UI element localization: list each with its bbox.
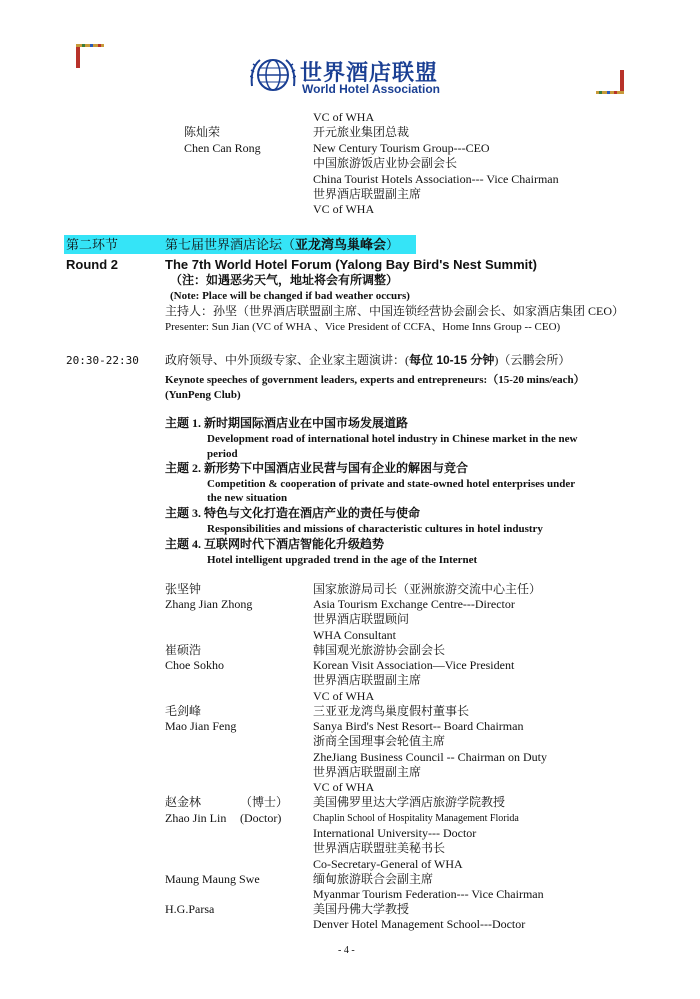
speaker-line: VC of WHA <box>313 689 375 703</box>
round-host-cn: 主持人：孙坚（世界酒店联盟副主席、中国连锁经营协会副会长、如家酒店集团 CEO） <box>165 304 625 318</box>
speaker-name-en: Zhang Jian Zhong <box>165 597 253 611</box>
speaker-name-cn: 赵金林 <box>165 795 202 809</box>
speaker-line: 国家旅游局司长（亚洲旅游交流中心主任） <box>313 582 542 596</box>
logo-chinese-text: 世界酒店联盟 <box>300 61 439 86</box>
theme-2-cn: 主题 2. 新形势下中国酒店业民营与国有企业的解困与竞合 <box>165 461 469 475</box>
corner-ornament-right-icon <box>596 70 626 96</box>
top-speaker-name-en: Chen Can Rong <box>184 141 261 155</box>
theme-3-cn: 主题 3. 特色与文化打造在酒店产业的责任与使命 <box>165 506 421 520</box>
speaker-line: 美国丹佛大学教授 <box>313 902 410 916</box>
round-title-cn-a: 第七届世界酒店论坛（ <box>165 237 296 252</box>
top-line: 开元旅业集团总裁 <box>313 125 410 139</box>
speaker-line: ZheJiang Business Council -- Chairman on Duty <box>313 750 547 764</box>
theme-1-en: Development road of international hotel industry in Chinese market in the new <box>207 433 578 445</box>
theme-4-en: Hotel intelligent upgraded trend in the age of the Internet <box>207 554 478 566</box>
top-line: 世界酒店联盟副主席 <box>313 187 422 201</box>
speaker-line: 缅甸旅游联合会副主席 <box>313 872 434 886</box>
speaker-name-en: Maung Maung Swe <box>165 872 260 886</box>
speaker-line: 世界酒店联盟副主席 <box>313 673 422 687</box>
speaker-name-en: Choe Sokho <box>165 658 225 672</box>
top-line: VC of WHA <box>313 202 375 216</box>
session-title-cn-c: )（云鹏会所） <box>494 353 571 367</box>
speaker-line: 世界酒店联盟顾问 <box>313 612 410 626</box>
theme-1-cn: 主题 1. 新时期国际酒店业在中国市场发展道路 <box>165 416 409 430</box>
speaker-line: Chaplin School of Hospitality Management Florida <box>313 813 519 824</box>
round-title-cn-c: ） <box>386 237 400 252</box>
speaker-name-cn: 张坚钟 <box>165 582 202 596</box>
speaker-name-en: H.G.Parsa <box>165 902 215 916</box>
top-speaker-name-cn: 陈灿荣 <box>184 125 221 139</box>
speaker-line: 世界酒店联盟驻美秘书长 <box>313 841 446 855</box>
speaker-line: VC of WHA <box>313 780 375 794</box>
theme-3-en: Responsibilities and missions of characteristic cultures in hotel industry <box>207 523 543 535</box>
theme-4-cn: 主题 4. 互联网时代下酒店智能化升级趋势 <box>165 537 385 551</box>
speaker-line: 韩国观光旅游协会副会长 <box>313 643 446 657</box>
session-time: 20:30-22:30 <box>66 354 139 367</box>
speaker-line: 世界酒店联盟副主席 <box>313 765 422 779</box>
speaker-line: 美国佛罗里达大学酒店旅游学院教授 <box>313 795 506 809</box>
speaker-line: International University--- Doctor <box>313 826 477 840</box>
page-number: - 4 - <box>338 945 355 956</box>
speaker-line: WHA Consultant <box>313 628 396 642</box>
round-note-en: (Note: Place will be changed if bad weather occurs) <box>170 290 410 302</box>
round-presenter-en: Presenter: Sun Jian (VC of WHA 、Vice President of CCFA、Home Inns Group -- CEO) <box>165 321 561 333</box>
speaker-line: Korean Visit Association—Vice President <box>313 658 515 672</box>
speaker-line: 三亚亚龙湾鸟巢度假村董事长 <box>313 704 470 718</box>
speaker-line: 浙商全国理事会轮值主席 <box>313 734 446 748</box>
corner-ornament-left-icon <box>76 44 106 70</box>
top-line: China Tourist Hotels Association--- Vice Chairman <box>313 172 559 186</box>
session-title-en-2: (YunPeng Club) <box>165 389 241 401</box>
session-title-cn-b: 每位 10-15 分钟 <box>409 353 495 367</box>
session-title-cn-a: 政府领导、中外顶级专家、企业家主题演讲：( <box>165 353 409 367</box>
theme-2-en: Competition & cooperation of private and state-owned hotel enterprises under <box>207 478 576 490</box>
speaker-line: Co-Secretary-General of WHA <box>313 857 463 871</box>
round-title-cn-b: 亚龙湾鸟巢峰会 <box>295 237 387 252</box>
speaker-name-en: Mao Jian Feng <box>165 719 237 733</box>
round-label-en: Round 2 <box>66 257 118 272</box>
theme-2-en-cont: the new situation <box>207 492 288 504</box>
speaker-name-cn: 崔硕浩 <box>165 643 202 657</box>
session-title-cn <box>165 353 570 368</box>
speaker-name-en: Zhao Jin Lin <box>165 811 227 825</box>
top-line-0: VC of WHA <box>313 110 375 124</box>
logo-english-text: World Hotel Association <box>302 82 441 96</box>
round-note-cn: （注：如遇恶劣天气，地址将会有所调整） <box>170 273 399 287</box>
speaker-name-cn: 毛剑峰 <box>165 704 202 718</box>
round-title-en: The 7th World Hotel Forum (Yalong Bay Bird's Nest Summit) <box>165 257 537 272</box>
speaker-line: Myanmar Tourism Federation--- Vice Chairman <box>313 887 544 901</box>
speaker-line: Denver Hotel Management School---Doctor <box>313 917 526 931</box>
speaker-line: Sanya Bird's Nest Resort-- Board Chairman <box>313 719 524 733</box>
speaker-title-en: (Doctor) <box>240 811 282 825</box>
theme-1-en-cont: period <box>207 448 238 460</box>
top-line: 中国旅游饭店业协会副会长 <box>313 156 458 170</box>
speaker-title-cn: （博士） <box>240 795 289 809</box>
speaker-line: Asia Tourism Exchange Centre---Director <box>313 597 515 611</box>
session-title-en-1: Keynote speeches of government leaders, experts and entrepreneurs:（15-20 mins/each） <box>165 374 585 386</box>
globe-logo-icon <box>250 56 296 94</box>
round-title-cn <box>165 236 399 253</box>
round-label-cn: 第二环节 <box>66 237 119 252</box>
top-line: New Century Tourism Group---CEO <box>313 141 490 155</box>
